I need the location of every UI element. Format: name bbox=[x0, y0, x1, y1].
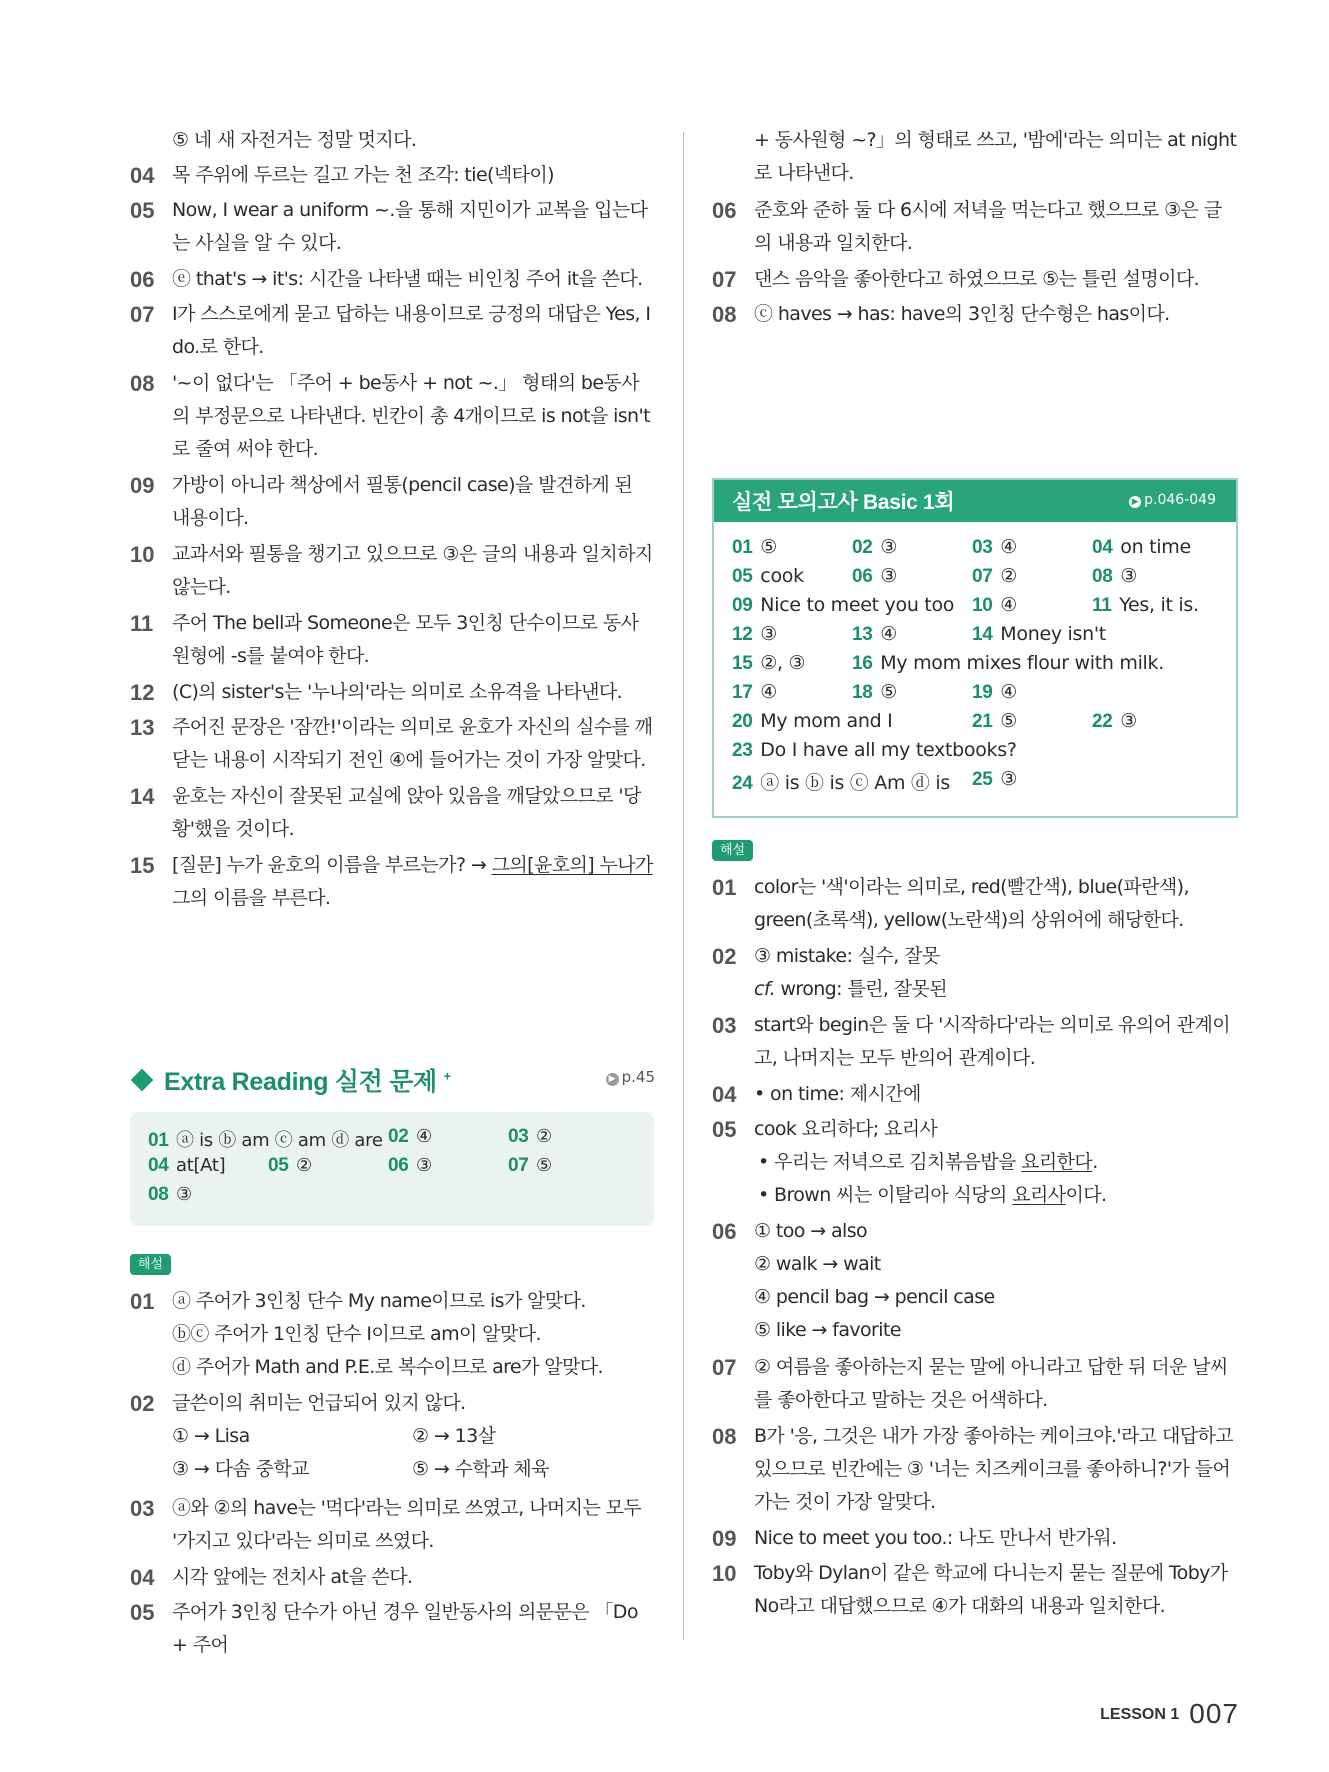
lesson-label: LESSON 1 bbox=[1100, 1706, 1180, 1723]
item-04: 04 목 주위에 두르는 길고 가는 천 조각: tie(넥타이) bbox=[130, 163, 554, 188]
arrow-right-icon: ▶ bbox=[606, 1073, 619, 1086]
answer-03: 03 ② bbox=[508, 1126, 552, 1147]
page-ref: ▶ p.046-049 bbox=[1129, 492, 1216, 508]
explanation-badge: 해설 bbox=[130, 1254, 171, 1275]
mock-answer-07: 07 ② bbox=[972, 565, 1018, 587]
item-continuation: ⑤ 네 새 자전거는 정말 멋지다. bbox=[172, 129, 417, 151]
page-ref: ▶ p.45 bbox=[606, 1068, 655, 1086]
mock-answer-22: 22 ③ bbox=[1092, 710, 1138, 732]
mock-test-header: 실전 모의고사 Basic 1회 ▶ p.046-049 bbox=[714, 480, 1236, 522]
mock-answer-19: 19 ④ bbox=[972, 681, 1018, 703]
mock-expl-05: 05 cook 요리하다; 요리사 • 우리는 저녁으로 김치볶음밥을 요리한다. • Brown 씨는 이탈리아 식당의 요리사이다. bbox=[712, 1117, 1107, 1206]
mock-answer-08: 08 ③ bbox=[1092, 565, 1138, 587]
page-number: 007 bbox=[1189, 1698, 1239, 1729]
arrow-right-icon: ▶ bbox=[1129, 496, 1141, 508]
mock-answer-23: 23 Do I have all my textbooks? bbox=[732, 739, 1017, 761]
extra-expl-04: 04 시각 앞에는 전치사 at을 쓴다. bbox=[130, 1565, 413, 1590]
mock-answer-17: 17 ④ bbox=[732, 681, 778, 703]
mock-expl-01: 01 color는 '색'이라는 의미로, red(빨간색), blue(파란색), green(초록색), yellow(노란색)의 상위어에 해당한다. bbox=[712, 875, 1189, 931]
answer-01: 01 ⓐ is ⓑ am ⓒ am ⓓ are bbox=[148, 1130, 383, 1151]
mock-expl-02: 02 ③ mistake: 실수, 잘못 cf. wrong: 틀린, 잘못된 bbox=[712, 944, 948, 1000]
mock-answer-15: 15 ②, ③ bbox=[732, 652, 806, 674]
item-05-continuation: + 동사원형 ~?」의 형태로 쓰고, '밤에'라는 의미는 at night로 나타낸다. bbox=[754, 129, 1237, 184]
explanation-badge: 해설 bbox=[712, 840, 753, 861]
item-15: 15 [질문] 누가 윤호의 이름을 부르는가? → 그의[윤호의] 누나가 그의 이름을 부른다. bbox=[130, 853, 653, 909]
item-05: 05 Now, I wear a uniform ~.을 통해 지민이가 교복을 입는다는 사실을 알 수 있다. bbox=[130, 198, 648, 254]
mock-answer-02: 02 ③ bbox=[852, 536, 898, 558]
mock-answer-20: 20 My mom and I bbox=[732, 710, 893, 732]
item-13: 13 주어진 문장은 '잠깐!'이라는 의미로 윤호가 자신의 실수를 깨닫는 내용이 시작되기 전인 ④에 들어가는 것이 가장 알맞다. bbox=[130, 715, 653, 771]
answer-02: 02 ④ bbox=[388, 1126, 432, 1147]
item-12: 12 (C)의 sister's는 '누나의'라는 의미로 소유격을 나타낸다. bbox=[130, 680, 623, 705]
answer-06: 06 ③ bbox=[388, 1155, 432, 1176]
mock-answer-25: 25 ③ bbox=[972, 768, 1018, 790]
mock-answer-10: 10 ④ bbox=[972, 594, 1018, 616]
mock-answer-14: 14 Money isn't bbox=[972, 623, 1106, 645]
item-07: 07 댄스 음악을 좋아한다고 하였으므로 ⑤는 틀린 설명이다. bbox=[712, 267, 1200, 292]
item-10: 10 교과서와 필통을 챙기고 있으므로 ③은 글의 내용과 일치하지 않는다. bbox=[130, 542, 653, 598]
page-footer bbox=[1100, 1698, 1239, 1730]
answer-04: 04 at[At] bbox=[148, 1155, 226, 1176]
mock-test-answer-box bbox=[712, 478, 1238, 818]
mock-answer-03: 03 ④ bbox=[972, 536, 1018, 558]
mock-expl-03: 03 start와 begin은 둘 다 '시작하다'라는 의미로 유의어 관계이고, 나머지는 모두 반의어 관계이다. bbox=[712, 1013, 1231, 1069]
answer-07: 07 ⑤ bbox=[508, 1155, 552, 1176]
mock-answer-24: 24 ⓐ is ⓑ is ⓒ Am ⓓ is bbox=[732, 772, 950, 794]
extra-expl-02: 02 글쓴이의 취미는 언급되어 있지 않다. ① → Lisa ② → 13살 ③ → 다솜 중학교 ⑤ → 수학과 체육 bbox=[130, 1391, 549, 1480]
mock-answer-11: 11 Yes, it is. bbox=[1092, 594, 1199, 616]
mock-answer-18: 18 ⑤ bbox=[852, 681, 898, 703]
item-08: 08 '~이 없다'는 「주어 + be동사 + not ~.」 형태의 be동사의 부정문으로 나타낸다. 빈칸이 총 4개이므로 is not을 isn't로 줄여 써야 한다. bbox=[130, 371, 650, 460]
mock-expl-09: 09 Nice to meet you too.: 나도 만나서 반가워. bbox=[712, 1526, 1117, 1551]
answer-08: 08 ③ bbox=[148, 1184, 192, 1205]
mock-expl-04: 04 • on time: 제시간에 bbox=[712, 1082, 921, 1107]
item-11: 11 주어 The bell과 Someone은 모두 3인칭 단수이므로 동사원형에 -s를 붙여야 한다. bbox=[130, 611, 639, 667]
mock-expl-08: 08 B가 '응, 그것은 내가 가장 좋아하는 케이크야.'라고 대답하고 있으므로 빈칸에는 ③ '너는 치즈케이크를 좋아하니?'가 들어가는 것이 가장 알맞다. bbox=[712, 1424, 1233, 1513]
mock-expl-10: 10 Toby와 Dylan이 같은 학교에 다니는지 묻는 질문에 Toby가 No라고 대답했으므로 ④가 대화의 내용과 일치한다. bbox=[712, 1561, 1228, 1617]
item-06: 06 준호와 준하 둘 다 6시에 저녁을 먹는다고 했으므로 ③은 글의 내용과 일치한다. bbox=[712, 198, 1222, 254]
mock-answer-04: 04 on time bbox=[1092, 536, 1191, 558]
item-08: 08 ⓒ haves → has: have의 3인칭 단수형은 has이다. bbox=[712, 302, 1170, 327]
item-14: 14 윤호는 자신이 잘못된 교실에 앉아 있음을 깨달았으므로 '당황'했을 것이다. bbox=[130, 784, 641, 840]
diamond-icon bbox=[131, 1069, 154, 1092]
mock-answer-09: 09 Nice to meet you too bbox=[732, 594, 955, 616]
mock-answer-13: 13 ④ bbox=[852, 623, 898, 645]
mock-answer-06: 06 ③ bbox=[852, 565, 898, 587]
mock-answer-16: 16 My mom mixes flour with milk. bbox=[852, 652, 1164, 674]
mock-answer-05: 05 cook bbox=[732, 565, 804, 587]
extra-answer-box bbox=[130, 1112, 654, 1226]
item-07: 07 I가 스스로에게 묻고 답하는 내용이므로 긍정의 대답은 Yes, I do.로 한다. bbox=[130, 302, 651, 358]
mock-answer-01: 01 ⑤ bbox=[732, 536, 778, 558]
mock-expl-07: 07 ② 여름을 좋아하는지 묻는 말에 아니라고 답한 뒤 더운 날씨를 좋아한다고 말하는 것은 어색하다. bbox=[712, 1355, 1228, 1411]
extra-expl-01: 01 ⓐ 주어가 3인칭 단수 My name이므로 is가 알맞다. ⓑⓒ 주어가 1인칭 단수 I이므로 am이 알맞다. ⓓ 주어가 Math and P.E.로 복수이므로 are가 알맞다. bbox=[130, 1289, 603, 1378]
item-09: 09 가방이 아니라 책상에서 필통(pencil case)을 발견하게 된 내용이다. bbox=[130, 473, 633, 529]
mock-expl-06: 06 ① too → also ② walk → wait ④ pencil bag → pencil case ⑤ like → favorite bbox=[712, 1219, 995, 1341]
answer-05: 05 ② bbox=[268, 1155, 312, 1176]
extra-reading-title: Extra Reading 실전 문제 + ▶ p.45 bbox=[130, 1060, 655, 1100]
mock-answer-12: 12 ③ bbox=[732, 623, 778, 645]
column-divider bbox=[683, 132, 684, 1640]
extra-expl-05: 05 주어가 3인칭 단수가 아닌 경우 일반동사의 의문문은 「Do + 주어 bbox=[130, 1600, 638, 1656]
extra-expl-03: 03 ⓐ와 ②의 have는 '먹다'라는 의미로 쓰였고, 나머지는 모두 '가지고 있다'라는 의미로 쓰였다. bbox=[130, 1496, 642, 1552]
mock-answer-21: 21 ⑤ bbox=[972, 710, 1018, 732]
item-06: 06 ⓔ that's → it's: 시간을 나타낼 때는 비인칭 주어 it을 쓴다. bbox=[130, 267, 643, 292]
